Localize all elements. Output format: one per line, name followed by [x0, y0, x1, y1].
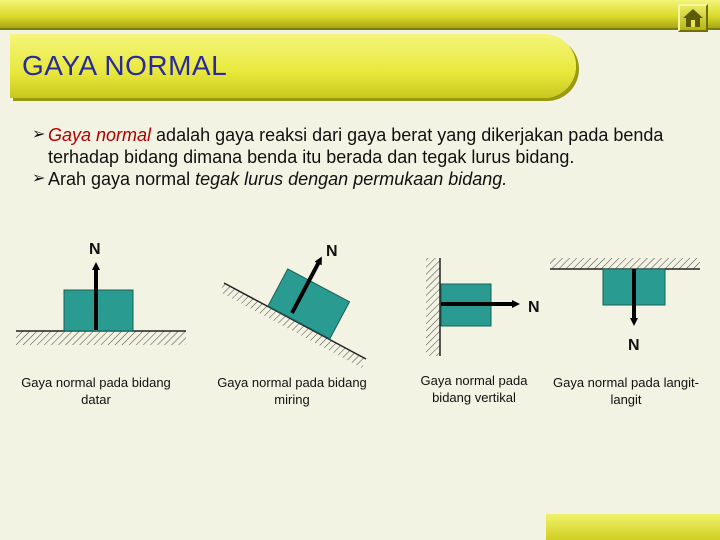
caption-vertical: Gaya normal pada bidang vertikal [420, 373, 528, 405]
flat-block [64, 290, 133, 331]
flat-ground-hatch [16, 331, 186, 345]
bullet-arrow-icon: ➢ [32, 126, 46, 143]
wall-hatch [426, 258, 440, 356]
caption-ceiling: Gaya normal pada langit- langit [553, 375, 699, 407]
ceiling-hatch [550, 258, 700, 269]
bullet-arrow-icon: ➢ [32, 170, 46, 187]
page-title: GAYA NORMAL [22, 50, 228, 81]
diagram-vertical-wall [426, 258, 540, 356]
diagram-incline [220, 243, 366, 368]
ceiling-force-label: N [628, 337, 640, 354]
caption-flat: Gaya normal pada bidang datar [21, 375, 171, 407]
bullet-text-segment: adalah gaya reaksi dari gaya berat yang dikerjakan pada benda terhadap bidang dimana benda itu berada dan tegak lurus bidang. [48, 125, 664, 167]
flat-force-label: N [89, 241, 101, 258]
incline-force-label: N [326, 243, 338, 260]
next-slide-button[interactable] [656, 516, 696, 540]
previous-slide-button[interactable] [566, 516, 606, 540]
wall-force-label: N [528, 299, 540, 316]
bullet-text-segment: Gaya normal [48, 125, 152, 145]
bullet-text-segment: tegak lurus dengan permukaan bidang. [195, 169, 508, 189]
caption-incline: Gaya normal pada bidang miring [217, 375, 367, 407]
diagram-flat-surface [16, 241, 186, 345]
diagram-ceiling [550, 258, 700, 354]
bullet-text-segment: Arah gaya normal [48, 169, 196, 189]
